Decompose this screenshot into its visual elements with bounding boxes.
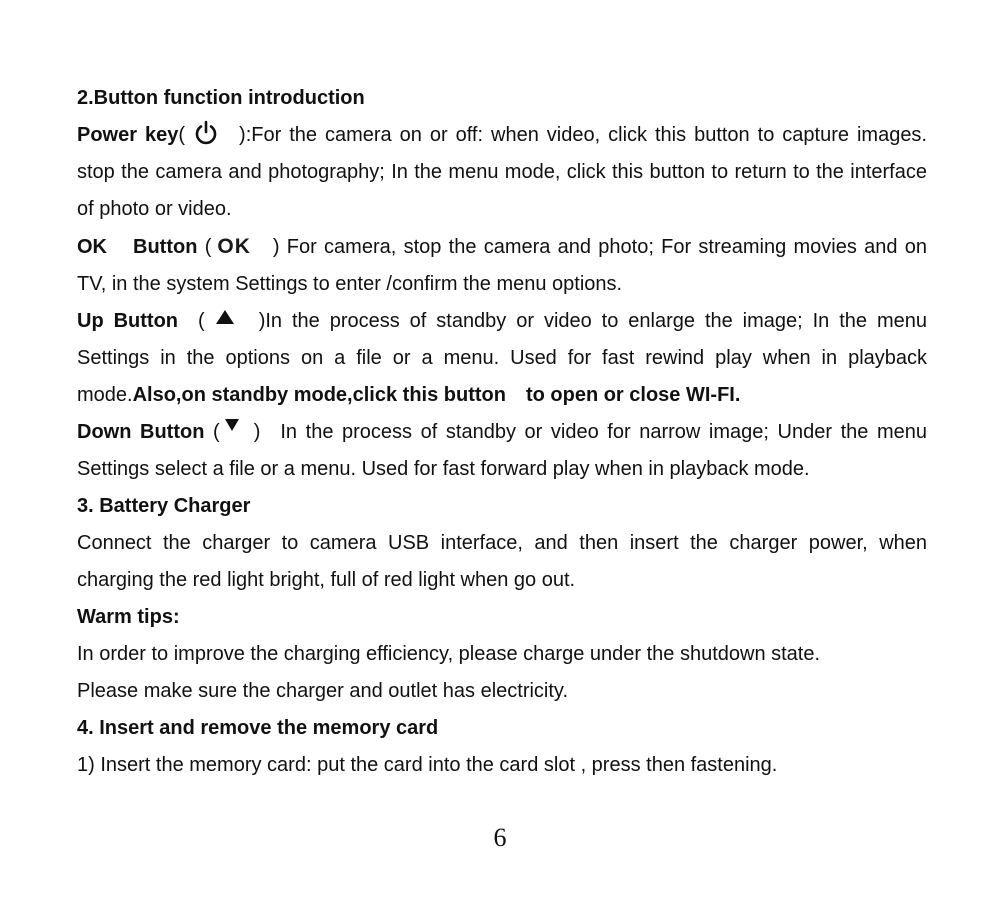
ok-button-label: Button: [133, 236, 198, 258]
down-arrow-icon: [224, 418, 240, 432]
ok-close-paren: ): [272, 236, 280, 258]
page-number: 6: [493, 823, 507, 852]
down-close-paren: ): [253, 421, 261, 443]
section-4-heading: 4. Insert and remove the memory card: [77, 717, 439, 739]
warm-tip-2: Please make sure the charger and outlet has electricity.: [77, 680, 568, 702]
section-2-heading: 2.Button function introduction: [77, 87, 365, 109]
down-button-description: In the process of standby or video for narrow image; Under the menu Settings select a file or a menu. Used for fast forward play when in playback mode.: [77, 421, 928, 480]
memory-card-step-1: 1) Insert the memory card: put the card into the card slot , press then fastening.: [77, 754, 778, 776]
up-button-label: Up Button: [77, 310, 179, 332]
ok-icon: OK: [217, 235, 251, 258]
ok-button-paragraph: [77, 228, 927, 303]
ok-open-paren: (: [204, 236, 212, 258]
power-key-description: For the camera on or off: when video, click this button to capture images. stop the camera and photography; In the menu mode, click this button to return to the interface of photo or video.: [77, 124, 927, 220]
up-button-description: In the process of standby or video to enlarge the image; In the menu Settings in the options on a file or a menu. Used for fast rewind play when in playback mode.: [77, 310, 927, 406]
manual-page: [77, 80, 927, 784]
power-icon: [193, 120, 219, 146]
power-key-paragraph: [77, 117, 927, 228]
up-arrow-icon: [215, 309, 235, 325]
warm-tips-heading: Warm tips:: [77, 606, 180, 628]
up-button-paragraph: [77, 303, 927, 414]
warm-tip-1: In order to improve the charging efficiency, please charge under the shutdown state.: [77, 643, 821, 665]
power-key-open-paren: (: [178, 124, 186, 146]
battery-charger-paragraph: Connect the charger to camera USB interface, and then insert the charger power, when charging the red light bright, full of red light when go out.: [77, 532, 927, 591]
ok-label: OK: [77, 236, 107, 258]
section-3-heading: 3. Battery Charger: [77, 495, 251, 517]
up-open-paren: (: [198, 310, 205, 332]
wifi-instruction-part2: to open or close WI-FI.: [525, 384, 741, 406]
ok-button-description: For camera, stop the camera and photo; For streaming movies and on TV, in the system Settings to enter /confirm the menu options.: [77, 236, 927, 295]
wifi-instruction-part1: Also,on standby mode,click this button: [132, 384, 506, 406]
down-button-label: Down Button: [77, 421, 205, 443]
power-key-label: Power key: [77, 124, 179, 146]
power-key-close-paren: ):: [239, 124, 252, 146]
down-open-paren: (: [213, 421, 220, 443]
up-close-paren: ): [258, 310, 266, 332]
down-button-paragraph: [77, 414, 927, 488]
